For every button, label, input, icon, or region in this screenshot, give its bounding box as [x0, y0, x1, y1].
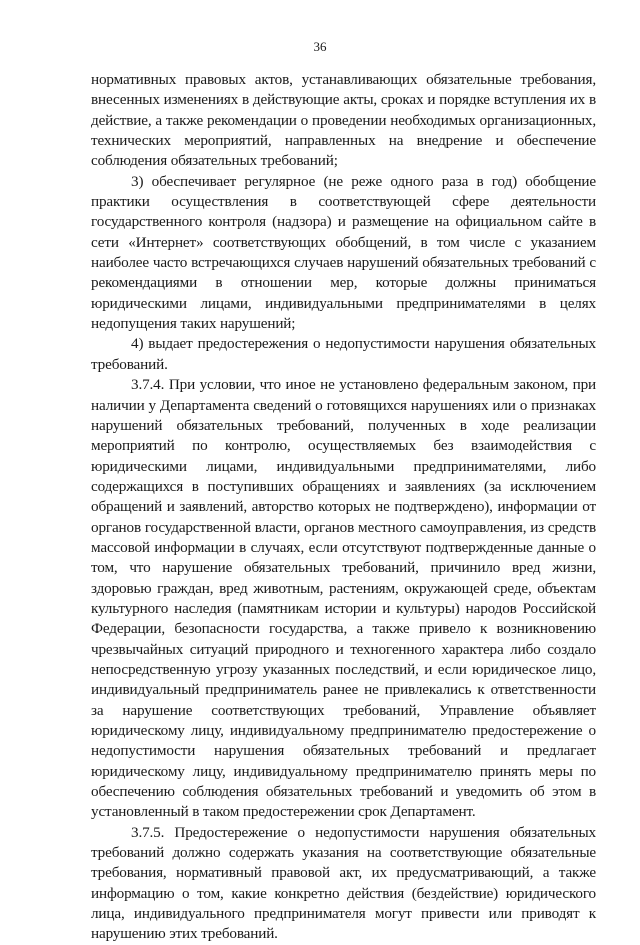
page-number: 36 — [313, 39, 327, 54]
paragraph-item-3: 3) обеспечивает регулярное (не реже одного раза в год) обобщение практики осуществления в соответствующей сфере деятельности государственного контроля (надзора) и размещение на официальном сайте в сети «Интернет» соответствующих обобщений, в том числе с указанием наиболее часто встречающихся случаев нарушений обязательных требований с рекомендациями в отношении мер, которые должны приниматься юридическими лицами, индивидуальными предпринимателями в целях недопущения таких нарушений; — [91, 172, 596, 333]
document-body — [91, 70, 596, 945]
paragraph-continuation: нормативных правовых актов, устанавливающих обязательные требования, внесенных изменениях в действующие акты, сроках и порядке вступления их в действие, а также рекомендации о проведении необходимых организационных, технических мероприятий, направленных на внедрение и обеспечение соблюдения обязательных требований; — [91, 71, 596, 170]
paragraph-item-4: 4) выдает предостережения о недопустимости нарушения обязательных требований. — [91, 335, 596, 373]
paragraph-section-3-7-5: 3.7.5. Предостережение о недопустимости нарушения обязательных требований должно содержать указания на соответствующие обязательные требования, нормативный правовой акт, их предусматривающий, а также информацию о том, какие конкретно действия (бездействие) юридического лица, индивидуального предпринимателя могут привести или приводят к нарушению этих требований. — [91, 823, 596, 943]
paragraph-section-3-7-4: 3.7.4. При условии, что иное не установлено федеральным законом, при наличии у Департамента сведений о готовящихся нарушениях или о признаках нарушений обязательных требований, полученных в ходе реализации мероприятий по контролю, осуществляемых без взаимодействия с юридическими лицами, индивидуальными предпринимателями, либо содержащихся в поступивших обращениях и заявлениях (за исключением обращений и заявлений, авторство которых не подтверждено), информации от органов государственной власти, органов местного самоуправления, из средств массовой информации в случаях, если отсутствуют подтвержденные данные о том, что нарушение обязательных требований, причинило вред жизни, здоровью граждан, вред животным, растениям, окружающей среде, объектам культурного наследия (памятникам истории и культуры) народов Российской Федерации, безопасности государства, а также привело к возникновению чрезвычайных ситуаций природного и техногенного характера либо создало непосредственную угрозу указанных последствий, и если юридическое лицо, индивидуальный предприниматель ранее не привлекались к ответственности за нарушение соответствующих требований, Управление объявляет юридическому лицу, индивидуальному предпринимателю предостережение о недопустимости нарушения обязательных требований и предлагает юридическому лицу, индивидуальному предпринимателю принять меры по обеспечению соблюдения обязательных требований и уведомить об этом в установленный в таком предостережении срок Департамент. — [91, 376, 596, 821]
